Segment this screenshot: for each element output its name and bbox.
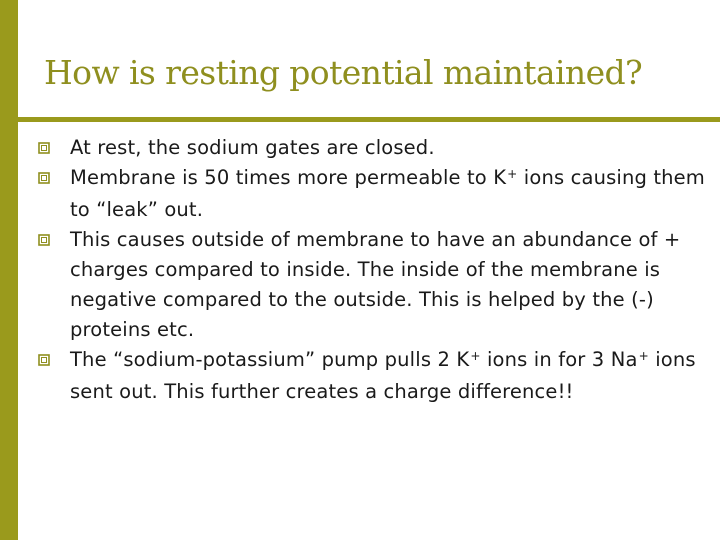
- bullet-item-permeability: [38, 163, 708, 225]
- superscript-plus: +: [638, 348, 649, 363]
- bullet-text: ions sent out. This further creates a charge difference!!: [70, 348, 696, 403]
- bullet-item-charge-abundance: [38, 225, 708, 345]
- title-underline-rule: [18, 117, 720, 122]
- hollow-square-bullet-icon: [38, 354, 50, 366]
- hollow-square-bullet-icon: [38, 172, 50, 184]
- bullet-item-closed-gates: [38, 133, 708, 163]
- slide-title: How is resting potential maintained?: [44, 53, 643, 92]
- hollow-square-bullet-icon: [38, 142, 50, 154]
- left-accent-bar: [0, 0, 18, 540]
- bullet-text: At rest, the sodium gates are closed.: [70, 136, 435, 159]
- hollow-square-bullet-icon: [38, 234, 50, 246]
- superscript-plus: +: [470, 348, 481, 363]
- bullet-item-sodium-potassium-pump: [38, 345, 708, 407]
- bullet-text: This causes outside of membrane to have an abundance of + charges compared to inside. The inside of the membrane is negative compared to the outside. This is helped by the (-) proteins etc.: [70, 228, 681, 341]
- superscript-plus: +: [507, 166, 518, 181]
- bullet-text: The “sodium-potassium” pump pulls 2 K: [70, 348, 470, 371]
- bullet-text: ions in for 3 Na: [480, 348, 638, 371]
- bullet-text: Membrane is 50 times more permeable to K: [70, 166, 507, 189]
- bullet-text: ions causing them to “leak” out.: [70, 166, 705, 221]
- bullet-list: [38, 133, 708, 407]
